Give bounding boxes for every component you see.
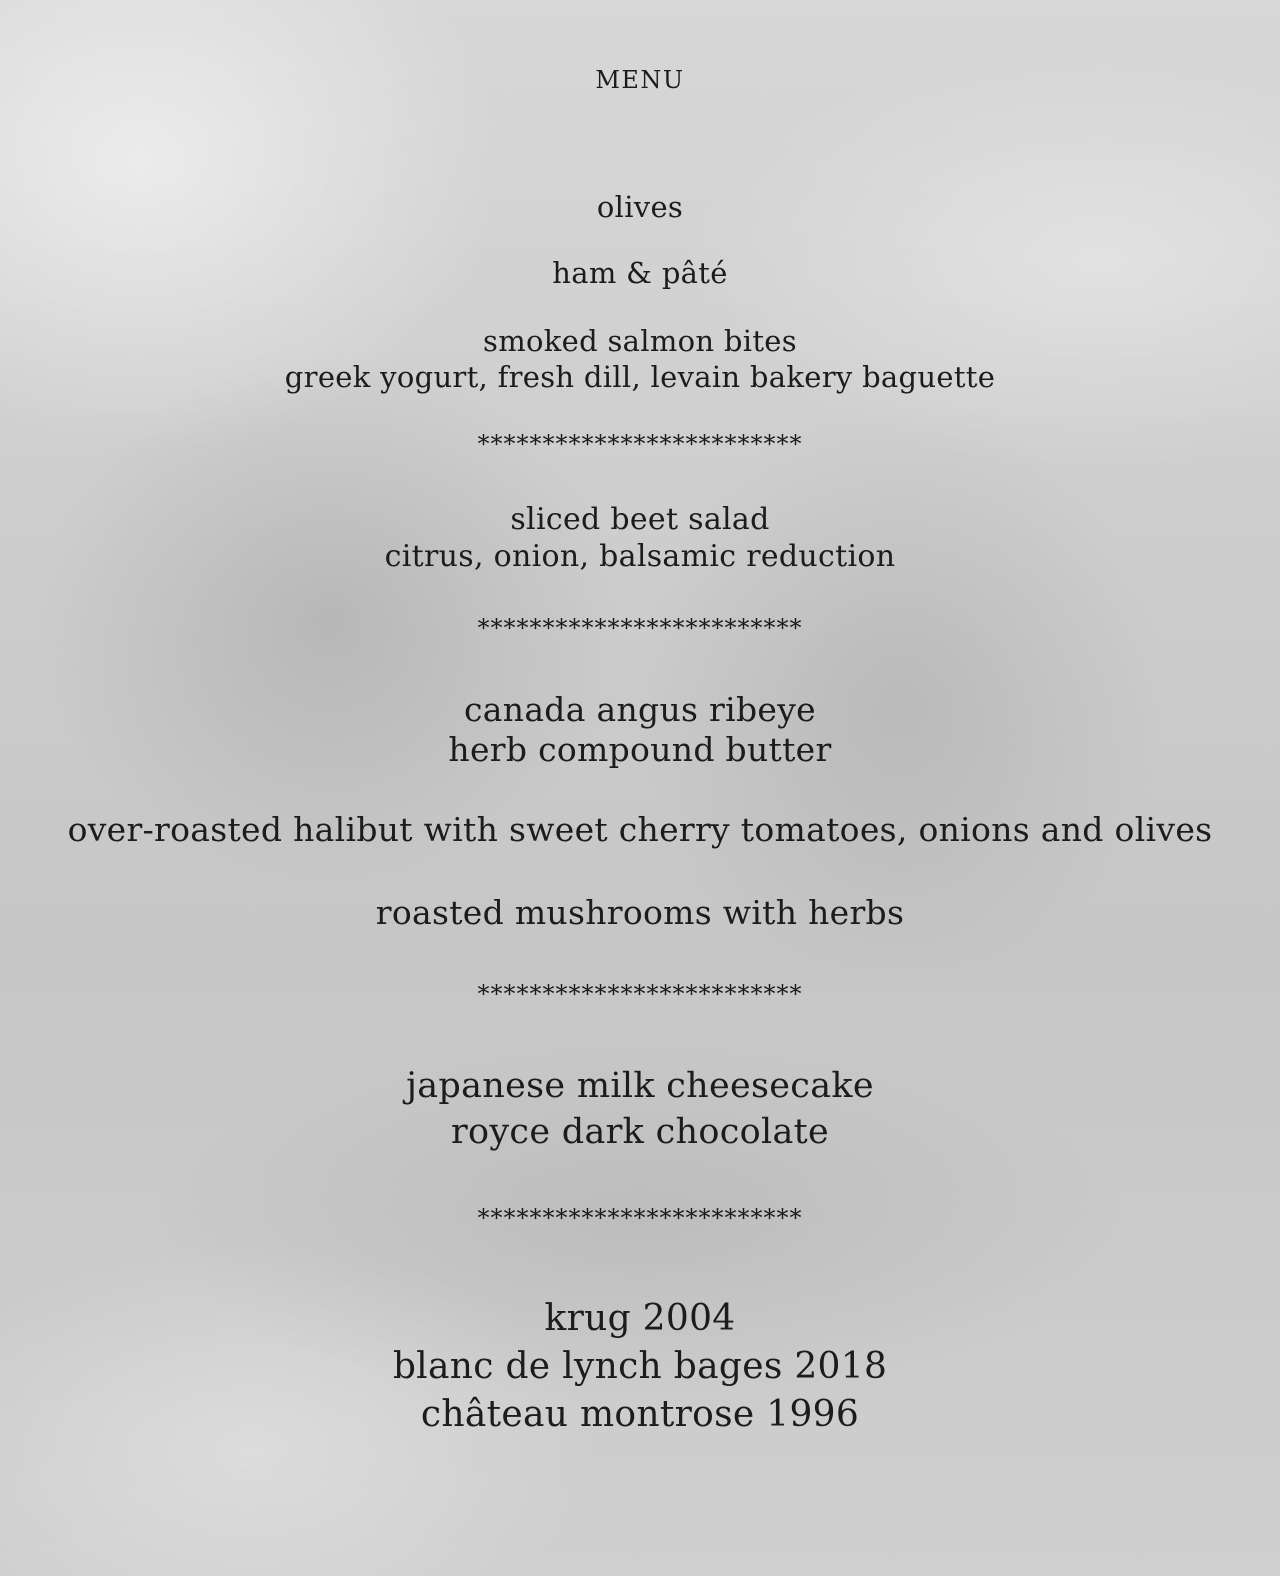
main-mushrooms: roasted mushrooms with herbs	[375, 893, 905, 932]
dessert-name: japanese milk cheesecake	[406, 1066, 874, 1106]
starter-smoked-salmon: smoked salmon bites	[483, 324, 797, 358]
main-ribeye-description: herb compound butter	[448, 730, 832, 769]
dessert-description: royce dark chocolate	[450, 1112, 830, 1152]
menu-title: MENU	[595, 66, 685, 94]
starter-olives: olives	[596, 190, 684, 224]
section-separator: *************************	[477, 430, 803, 458]
wine-krug: krug 2004	[544, 1298, 736, 1339]
section-separator: *************************	[477, 1204, 803, 1232]
section-separator: *************************	[477, 614, 803, 642]
main-halibut: over-roasted halibut with sweet cherry tomatoes, onions and olives	[67, 810, 1213, 849]
salad-description: citrus, onion, balsamic reduction	[384, 539, 896, 574]
starter-ham-pate: ham & pâté	[552, 256, 728, 290]
salad-name: sliced beet salad	[510, 502, 770, 537]
wine-chateau-montrose: château montrose 1996	[420, 1394, 860, 1435]
starter-smoked-salmon-description: greek yogurt, fresh dill, levain bakery baguette	[284, 360, 996, 394]
section-separator: *************************	[477, 980, 803, 1008]
wine-blanc-de-lynch-bages: blanc de lynch bages 2018	[392, 1346, 888, 1387]
main-ribeye: canada angus ribeye	[464, 690, 816, 729]
